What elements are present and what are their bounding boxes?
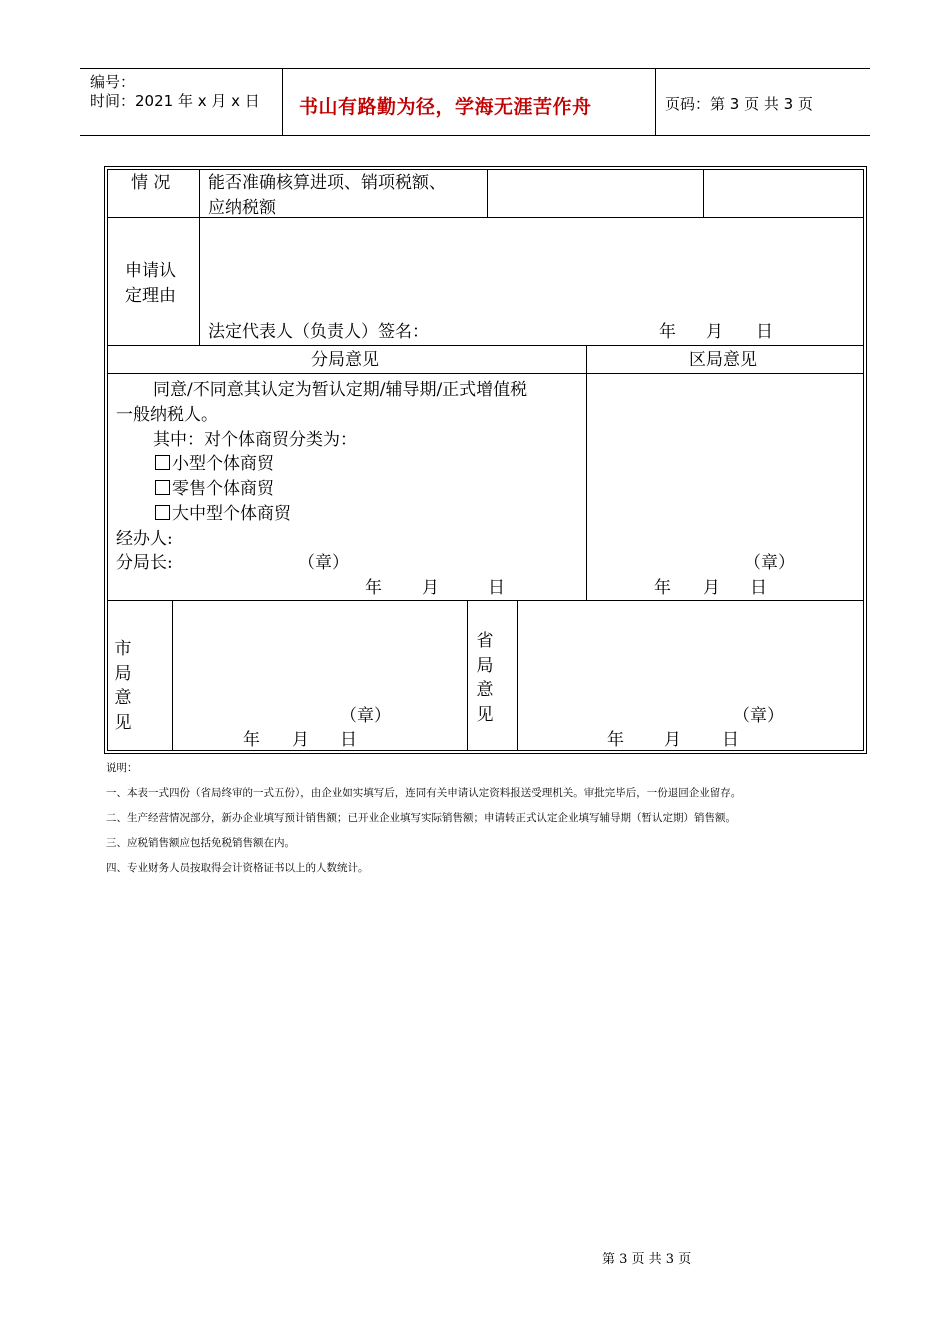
branch-opinion-line1: 同意/不同意其认定为暂认定期/辅导期/正式增值税 bbox=[153, 380, 528, 400]
note-item-4: 四、专业财务人员按取得会计资格证书以上的人数统计。 bbox=[106, 862, 369, 874]
checkbox-retail-trade[interactable] bbox=[155, 480, 170, 495]
document-number-label: 编号： bbox=[90, 73, 136, 91]
city-day: 日 bbox=[340, 730, 357, 750]
checkbox-small-trade[interactable] bbox=[155, 455, 170, 470]
branch-opinion-title: 分局意见 bbox=[311, 350, 379, 370]
branch-chief-label: 分局长: bbox=[116, 553, 173, 573]
city-month: 月 bbox=[292, 730, 309, 750]
legal-rep-signature-label: 法定代表人（负责人）签名： bbox=[208, 322, 429, 342]
note-item-1: 一、本表一式四份（省局终审的一式五份），由企业如实填写后，连同有关申请认定资料报送受理机关。审批完毕后，一份退回企业留存。 bbox=[106, 787, 742, 799]
situation-label: 情 况 bbox=[131, 173, 171, 193]
situation-text-line1: 能否准确核算进项、销项税额、 bbox=[208, 173, 446, 193]
situation-text-line2: 应纳税额 bbox=[208, 198, 276, 218]
handler-label: 经办人: bbox=[116, 529, 173, 549]
province-opinion-label: 省 局 意 见 bbox=[476, 631, 494, 725]
branch-year: 年 bbox=[365, 578, 382, 598]
option-large-trade bbox=[155, 502, 291, 527]
branch-opinion-line3: 其中：对个体商贸分类为： bbox=[153, 430, 357, 450]
option-retail-trade bbox=[155, 477, 274, 502]
page-footer: 第 3 页 共 3 页 bbox=[602, 1252, 692, 1267]
branch-opinion-line2: 一般纳税人。 bbox=[116, 405, 218, 425]
page-indicator: 页码：第 3 页 共 3 页 bbox=[665, 95, 813, 113]
reason-label-line1: 申请认 bbox=[125, 261, 176, 281]
city-year: 年 bbox=[243, 730, 260, 750]
option-large-trade-label: 大中型个体商贸 bbox=[172, 504, 291, 524]
city-seal: （章） bbox=[340, 706, 391, 726]
branch-day: 日 bbox=[488, 578, 505, 598]
district-month: 月 bbox=[703, 578, 720, 598]
province-seal: （章） bbox=[733, 706, 784, 726]
option-small-trade bbox=[155, 452, 274, 477]
branch-month: 月 bbox=[422, 578, 439, 598]
branch-seal: （章） bbox=[298, 553, 349, 573]
header-motto: 书山有路勤为径，学海无涯苦作舟 bbox=[299, 96, 592, 118]
district-opinion-title: 区局意见 bbox=[689, 350, 757, 370]
district-year: 年 bbox=[654, 578, 671, 598]
signature-day: 日 bbox=[756, 322, 773, 342]
signature-month: 月 bbox=[706, 322, 723, 342]
district-seal: （章） bbox=[744, 553, 795, 573]
option-small-trade-label: 小型个体商贸 bbox=[172, 454, 274, 474]
signature-year: 年 bbox=[659, 322, 676, 342]
province-month: 月 bbox=[664, 730, 681, 750]
document-time-label: 时间：2021 年 x 月 x 日 bbox=[90, 92, 260, 110]
notes-title: 说明： bbox=[106, 762, 138, 774]
note-item-3: 三、应税销售额应包括免税销售额在内。 bbox=[106, 837, 295, 849]
district-day: 日 bbox=[750, 578, 767, 598]
province-day: 日 bbox=[722, 730, 739, 750]
province-year: 年 bbox=[607, 730, 624, 750]
option-retail-trade-label: 零售个体商贸 bbox=[172, 479, 274, 499]
reason-label-line2: 定理由 bbox=[125, 286, 176, 306]
city-opinion-label: 市 局 意 见 bbox=[114, 639, 132, 733]
note-item-2: 二、生产经营情况部分，新办企业填写预计销售额；已开业企业填写实际销售额；申请转正式认定企业填写辅导期（暂认定期）销售额。 bbox=[106, 812, 736, 824]
checkbox-large-trade[interactable] bbox=[155, 505, 170, 520]
